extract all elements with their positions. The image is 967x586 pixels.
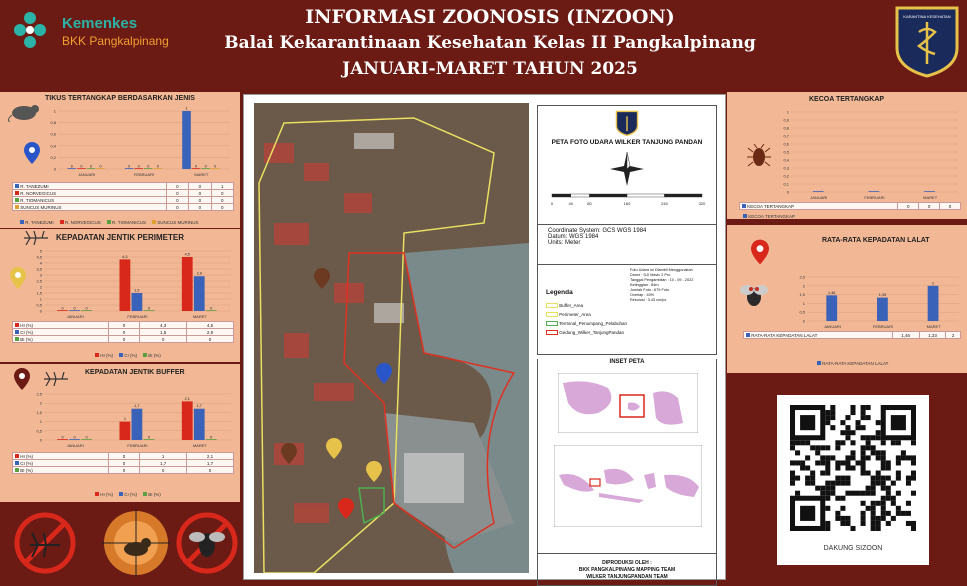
lalat-legend-label: RATA-RATA KEPADATAN LALAT [822, 361, 889, 366]
legend-item: R. TANEZUMI [20, 220, 54, 225]
location-pin-icon [751, 239, 769, 265]
x-tick-label: MARET [923, 195, 938, 200]
coord-system: Coordinate System: GCS WGS 1984 [548, 228, 647, 234]
data-label: 0 [61, 306, 64, 311]
x-tick-label: MARET [926, 324, 941, 329]
y-tick-label: 4,5 [36, 254, 42, 260]
legend-item: R. TIOMANICUS [107, 220, 146, 225]
info-line: Tanggal Pengambilan : 10 - 09 - 2022 [630, 278, 694, 282]
buffer-chart [30, 390, 235, 448]
perimeter-legend [95, 353, 167, 358]
inset-map-indonesia [554, 445, 702, 527]
info-line: Ketinggian : 84m [630, 283, 659, 287]
x-tick-label: FEBRUARI [872, 324, 894, 329]
location-pin-icon [14, 368, 30, 390]
lalat-panel [727, 225, 967, 373]
y-tick-label: 3 [39, 272, 42, 278]
y-tick-label: 2 [39, 400, 42, 406]
y-tick-label: 0,1 [783, 181, 789, 187]
table-row: CI (%) 0 1,5 2,9 [13, 329, 234, 336]
bar [928, 286, 939, 321]
legend-item: CI (%) [119, 353, 137, 358]
y-tick-label: 0,8 [783, 125, 789, 131]
y-tick-label: 0,2 [50, 154, 56, 160]
kemenkes-logo [10, 8, 180, 52]
y-tick-label: 0 [39, 437, 42, 443]
y-tick-label: 0,4 [50, 143, 56, 149]
y-tick-label: 0,5 [783, 149, 789, 155]
bar [182, 111, 191, 169]
y-tick-label: 2,5 [799, 274, 805, 280]
y-tick-label: 2,5 [36, 278, 42, 284]
credit-3: WILKER TANJUNGPANDAN TEAM [586, 574, 668, 580]
legend-item: HI (%) [95, 492, 113, 497]
x-tick-label: JANUARI [78, 172, 96, 177]
table-row: SUNCUS MURINUS 0 0 0 [13, 204, 234, 211]
legend-item: R. NORVEGICUS [60, 220, 101, 225]
page-title: INFORMASI ZOONOSIS (INZOON) [305, 6, 675, 28]
map-panel [243, 94, 726, 580]
table-row: BI (%) 0 0 0 [13, 467, 234, 474]
y-tick-label: 2,5 [36, 391, 42, 397]
kecoa-panel [727, 92, 967, 219]
location-pin-icon [10, 267, 26, 289]
kecoa-legend [743, 214, 795, 219]
data-label: 4,5 [184, 252, 190, 257]
tikus-chart [44, 107, 234, 177]
y-tick-label: 1 [39, 419, 42, 425]
bar [120, 259, 131, 311]
x-tick-label: MARET [194, 172, 209, 177]
data-label: 1 [185, 107, 188, 111]
legend-title: Legenda [546, 289, 573, 296]
inset-title: INSET PETA [609, 359, 645, 365]
data-label: 1,7 [196, 404, 202, 409]
y-tick-label: 2 [39, 284, 42, 290]
cockroach-icon [747, 144, 771, 168]
badge-text: KARANTINA KESEHATAN [903, 14, 951, 19]
y-tick-label: 0,5 [36, 428, 42, 434]
legend-item: HI (%) [95, 353, 113, 358]
data-label: 4,3 [122, 254, 128, 259]
header [0, 0, 967, 90]
rat-icon [8, 100, 42, 122]
data-label: 1,5 [134, 288, 140, 293]
bar [924, 191, 935, 192]
location-pin-icon [24, 142, 40, 164]
x-tick-label: MARET [192, 314, 207, 319]
scale-bar [547, 190, 707, 206]
kecoa-title: KECOA TERTANGKAP [809, 96, 885, 103]
bar [194, 276, 205, 311]
data-label: 0 [73, 435, 76, 440]
legend-item: SUNCUS MURINUS [152, 220, 199, 225]
x-tick-label: JANUARI [66, 443, 84, 448]
y-tick-label: 1 [802, 300, 805, 306]
bar [132, 293, 143, 311]
buffer-title: KEPADATAN JENTIK BUFFER [85, 369, 185, 376]
units: Units: Meter [548, 240, 581, 246]
mosquito-icon [42, 372, 70, 386]
y-tick-label: 0 [802, 318, 805, 324]
x-tick-label: JANUARI [810, 195, 828, 200]
perimeter-chart [30, 247, 235, 319]
y-tick-label: 0 [53, 166, 56, 172]
y-tick-label: 0,3 [783, 165, 789, 171]
data-label: 0 [80, 164, 83, 169]
x-tick-label: FEBRUARI [127, 314, 148, 319]
info-line: Resolusi : 3.43 cm/px [630, 298, 667, 302]
qr-card[interactable] [777, 395, 929, 565]
no-fly-icon [172, 505, 242, 580]
tikus-table [12, 182, 234, 211]
map-legend [546, 301, 627, 337]
bar [826, 295, 837, 321]
bar [869, 191, 880, 192]
data-label: 0 [147, 435, 150, 440]
info-line: Foto Udara ini Diambil Menggunakan [630, 268, 693, 272]
karantina-badge-icon [615, 110, 639, 136]
rat-target-icon [100, 505, 172, 580]
map-sidebar [537, 105, 717, 586]
datum: Datum: WGS 1984 [548, 234, 599, 240]
x-tick-label: JANUARI [823, 324, 841, 329]
karantina-badge-icon [893, 4, 961, 78]
tikus-title: TIKUS TERTANGKAP BERDASARKAN JENIS [45, 95, 195, 102]
credit-1: DIPRODUKSI OLEH : [602, 560, 652, 566]
perimeter-title: KEPADATAN JENTIK PERIMETER [56, 233, 185, 242]
y-tick-label: 0,8 [50, 120, 56, 126]
map-title: PETA FOTO UDARA WILKER TANJUNG PANDAN [551, 139, 703, 146]
no-mosquito-icon [10, 505, 80, 580]
logo-name: Kemenkes [62, 15, 138, 32]
scale-tick: 0 [550, 201, 554, 206]
data-label: 1 [123, 417, 126, 422]
data-label: 0 [137, 164, 140, 169]
lalat-legend [817, 361, 888, 366]
buffer-panel [0, 364, 240, 502]
scale-tick: 40 [568, 201, 573, 206]
credit-2: BKK PANGKALPINANG MAPPING TEAM [578, 567, 676, 573]
table-row: HI (%) 0 4,3 4,5 [13, 322, 234, 329]
inset-map-local [558, 373, 698, 433]
table-row: R. NORVEGICUS 0 0 0 [13, 190, 234, 197]
y-tick-label: 3,5 [36, 266, 42, 272]
data-label: 1,7 [134, 404, 140, 409]
lalat-chart [793, 273, 963, 329]
scale-tick: 240 [661, 201, 668, 206]
info-line: Drone : DJI Mavic 2 Pro [630, 273, 671, 277]
data-label: 0 [147, 306, 150, 311]
data-label: 0 [128, 164, 131, 169]
y-tick-label: 0,9 [783, 117, 789, 123]
bar [182, 257, 193, 311]
x-tick-label: JANUARI [66, 314, 84, 319]
data-label: 0 [89, 164, 93, 169]
fly-icon [739, 281, 769, 307]
table-row: R. TANEZUMI 0 0 1 [13, 183, 234, 190]
y-tick-label: 0,6 [783, 141, 789, 147]
legend-item: Terminal_Penumpang_Pelabuhan [546, 319, 627, 328]
table-row: R. TIOMANICUS 0 0 0 [13, 197, 234, 204]
logo-sub: BKK Pangkalpinang [62, 34, 169, 48]
y-tick-label: 4 [39, 260, 42, 266]
scale-tick: 320 [698, 201, 706, 206]
kecoa-table [739, 202, 961, 210]
y-tick-label: 1 [53, 108, 56, 114]
bar [132, 409, 143, 440]
data-label: 0 [210, 435, 213, 440]
bar [194, 409, 205, 440]
north-arrow-icon [610, 152, 644, 186]
info-line: Jumlah Foto : 679 Foto [630, 288, 670, 292]
table-row: BI (%) 0 0 0 [13, 336, 234, 343]
flight-info [630, 268, 693, 303]
perimeter-panel [0, 229, 240, 362]
data-label: 0 [85, 435, 88, 440]
qr-caption: DAKUNG SIZOON [823, 545, 883, 552]
y-tick-label: 0,6 [50, 131, 56, 137]
legend-item: BI (%) [143, 492, 161, 497]
qr-code[interactable] [790, 405, 916, 531]
table-row: RATA-RATA KEPADATAN LALAT 1,46 1,33 2 [744, 332, 961, 339]
table-row: KECOA TERTANGKAP 0 0 0 [740, 203, 961, 210]
y-tick-label: 1,5 [799, 292, 805, 298]
x-tick-label: FEBRUARI [133, 172, 155, 177]
data-label: 2,1 [184, 396, 190, 401]
y-tick-label: 0 [39, 308, 42, 314]
tikus-panel [0, 92, 240, 228]
data-label: 0 [214, 164, 217, 169]
legend-item: Perimeter_Area [546, 310, 627, 319]
bar [813, 191, 824, 192]
x-tick-label: MARET [192, 443, 207, 448]
bar [182, 401, 193, 440]
kecoa-legend-label: KECOA TERTANGKAP [748, 214, 796, 219]
data-label: 0 [70, 164, 73, 169]
data-label: 1,33 [878, 293, 887, 298]
data-label: 2,9 [196, 271, 202, 276]
data-label: 0 [204, 164, 207, 169]
data-label: 0 [195, 164, 198, 169]
y-tick-label: 2 [802, 283, 805, 289]
legend-item: BI (%) [143, 353, 161, 358]
y-tick-label: 0,5 [36, 302, 42, 308]
legend-item: CI (%) [119, 492, 137, 497]
bar [877, 298, 888, 321]
info-line: Overlap : 40% [630, 293, 655, 297]
data-label: 0 [147, 164, 150, 169]
x-tick-label: FEBRUARI [864, 195, 885, 200]
tikus-legend [20, 220, 204, 225]
y-tick-label: 5 [39, 248, 42, 254]
mosquito-icon [22, 231, 50, 245]
lalat-table [743, 331, 961, 339]
data-label: 1,46 [828, 290, 836, 295]
perimeter-table [12, 321, 234, 343]
data-label: 0 [85, 306, 88, 311]
legend-item: Gedung_Wilker_TanjungPandan [546, 328, 627, 337]
data-label: 0 [156, 164, 159, 169]
data-label: 0 [73, 306, 76, 311]
table-row: CI (%) 0 1,7 1,7 [13, 460, 234, 467]
data-label: 0 [99, 164, 102, 169]
y-tick-label: 0,5 [799, 309, 805, 315]
aerial-photo [254, 103, 529, 573]
legend-item: Buffer_Area [546, 301, 627, 310]
data-label: 0 [210, 306, 213, 311]
title-block [190, 4, 790, 82]
data-label: 0 [61, 435, 64, 440]
y-tick-label: 0,2 [783, 173, 789, 179]
scale-tick: 80 [587, 201, 592, 206]
scale-tick: 160 [623, 201, 631, 206]
y-tick-label: 0,4 [783, 157, 789, 163]
x-tick-label: FEBRUARI [127, 443, 148, 448]
buffer-table [12, 452, 234, 474]
bar [120, 422, 131, 440]
aerial-map-drawing [254, 103, 529, 573]
y-tick-label: 0 [786, 189, 789, 195]
y-tick-label: 1,5 [36, 290, 42, 296]
kecoa-chart [777, 108, 962, 200]
y-tick-label: 1,5 [36, 409, 42, 415]
table-row: HI (%) 0 1 2,1 [13, 453, 234, 460]
y-tick-label: 1 [786, 109, 789, 115]
buffer-legend [95, 492, 167, 497]
period-title: JANUARI-MARET TAHUN 2025 [342, 59, 638, 79]
y-tick-label: 0,7 [783, 133, 789, 139]
data-label: 2 [932, 281, 935, 286]
y-tick-label: 1 [39, 296, 42, 302]
lalat-title: RATA-RATA KEPADATAN LALAT [822, 237, 930, 244]
page-subtitle: Balai Kekarantinaan Kesehatan Kelas II Pangkalpinang [224, 33, 756, 53]
